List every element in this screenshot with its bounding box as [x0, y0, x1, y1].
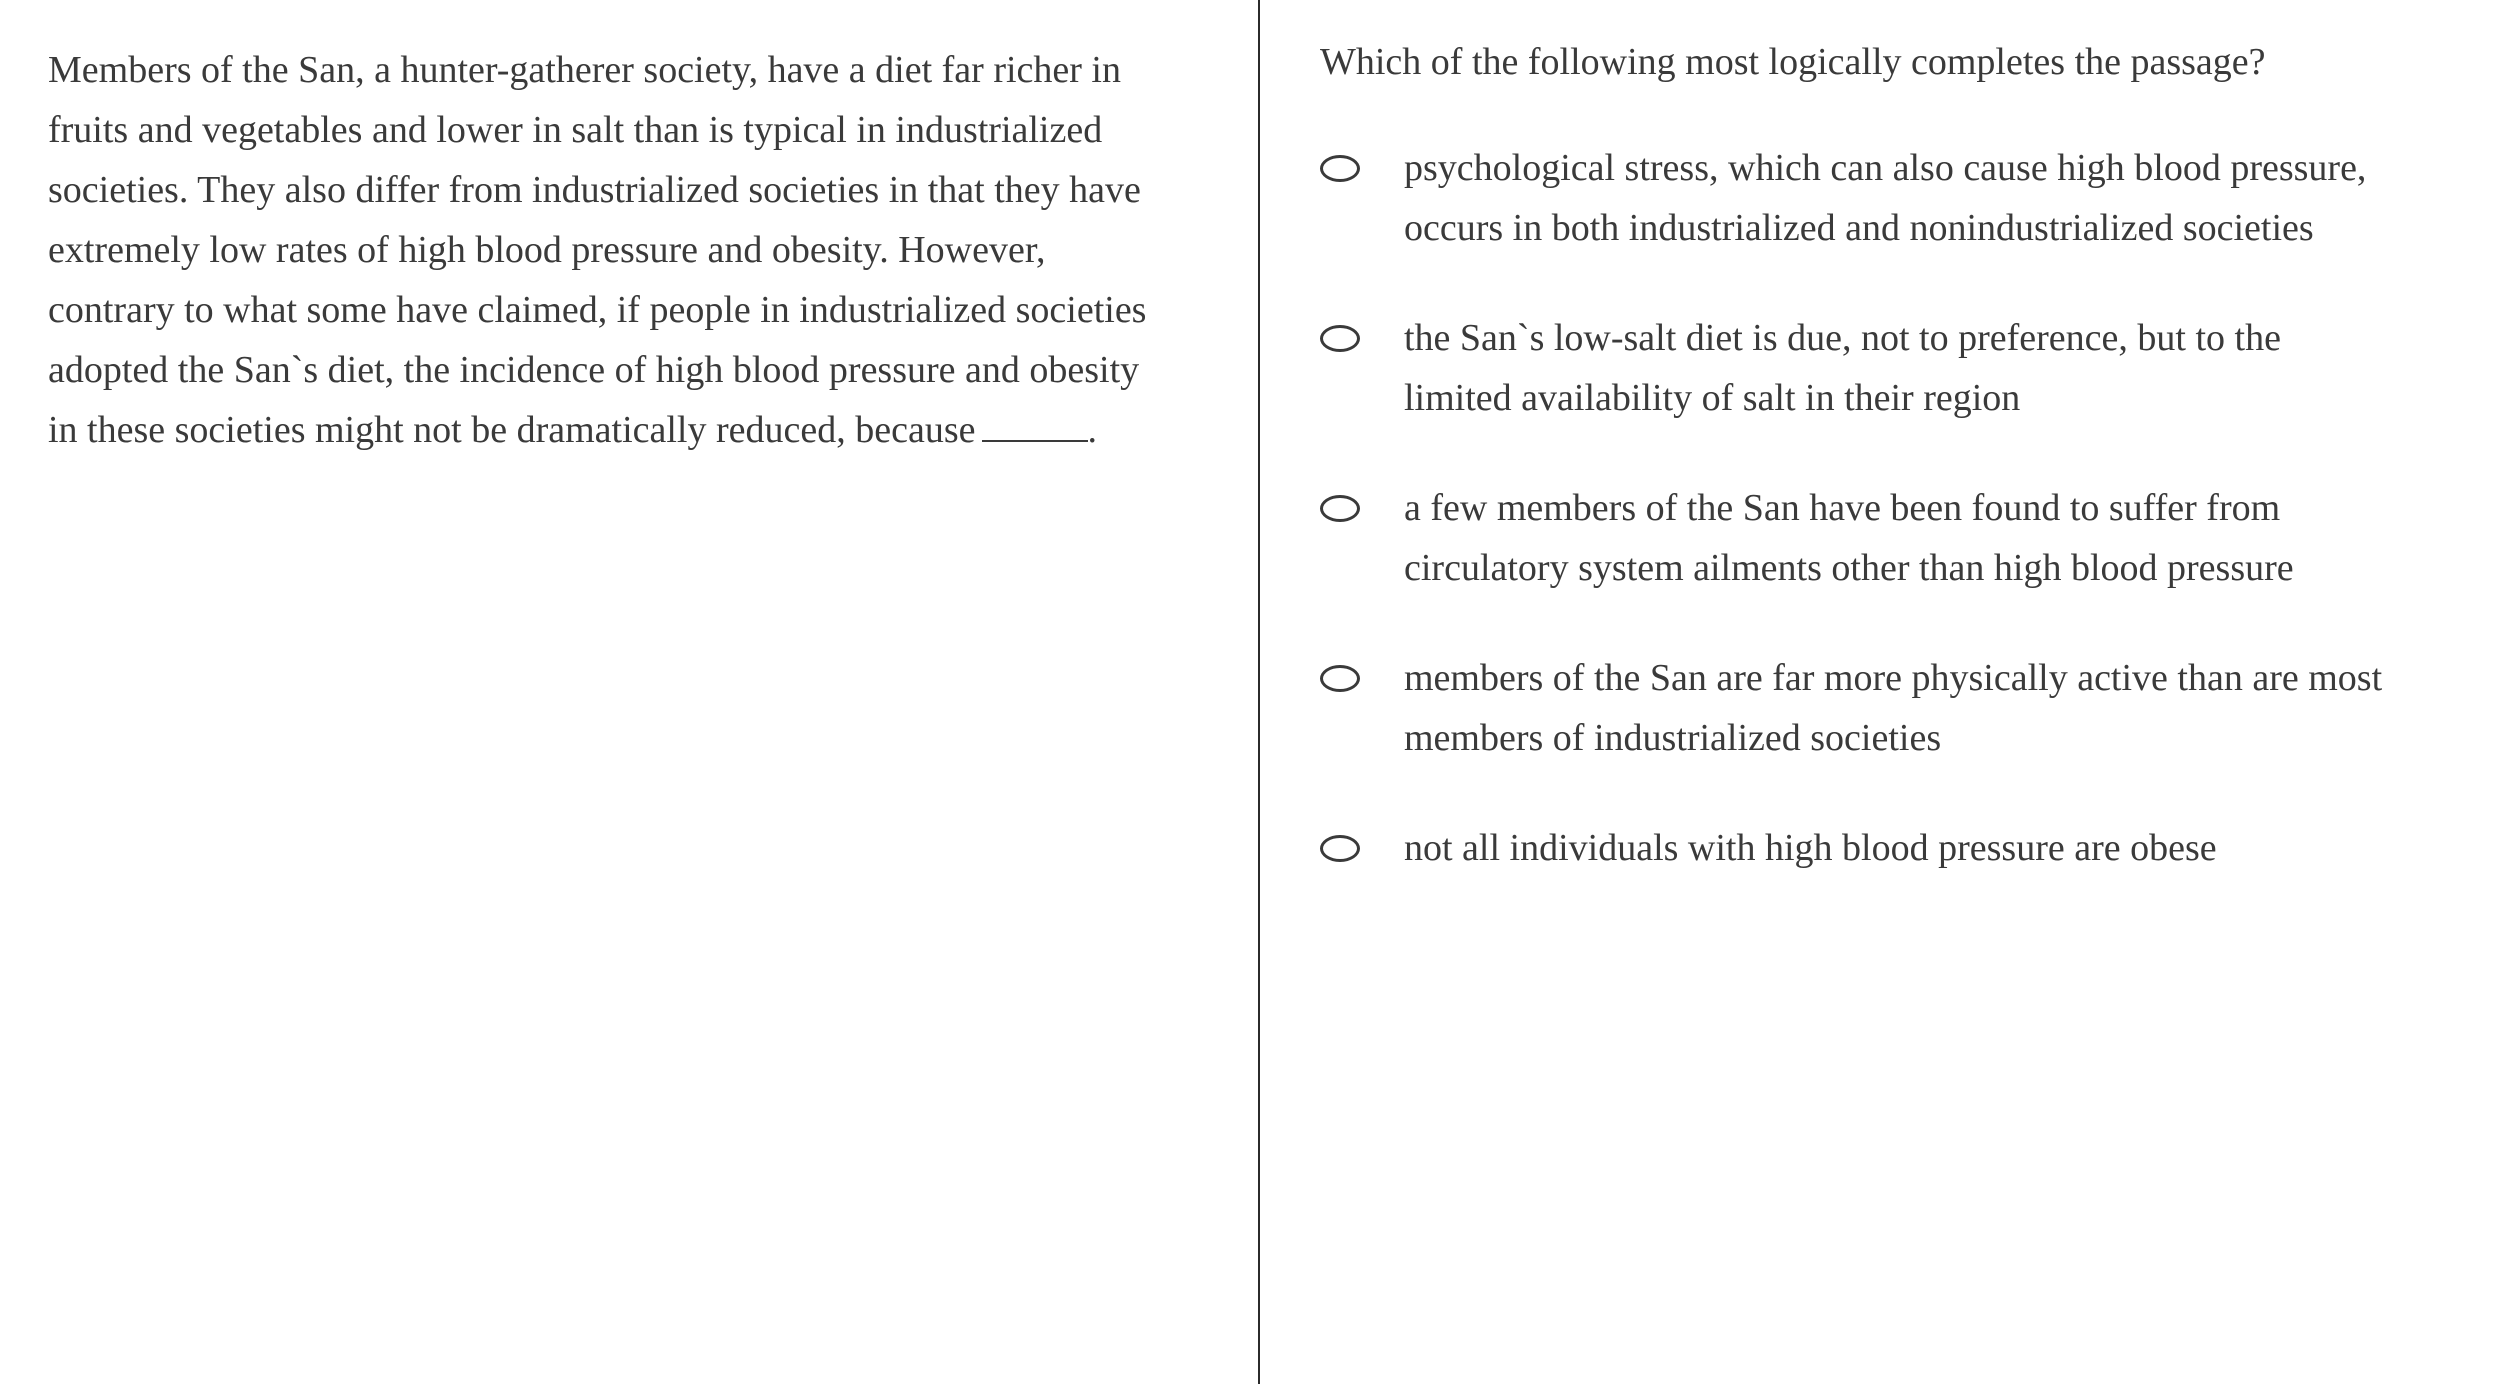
answer-choice-text[interactable]: a few members of the San have been found to suffer from circulatory system ailments other than high blood pressure — [1404, 487, 2294, 589]
radio-button-3[interactable] — [1320, 495, 1360, 522]
question-pane — [1260, 0, 2513, 1384]
answer-choice-2[interactable] — [1320, 308, 2513, 428]
answer-choice-text[interactable]: members of the San are far more physically active than are most members of industrialized societies — [1404, 657, 2383, 759]
answer-blank — [982, 410, 1088, 442]
answer-choice-5[interactable] — [1320, 818, 2513, 878]
answer-choice-1[interactable] — [1320, 138, 2513, 258]
answer-choice-text[interactable]: not all individuals with high blood pressure are obese — [1404, 827, 2217, 869]
passage-text — [48, 40, 1168, 460]
radio-button-5[interactable] — [1320, 835, 1360, 862]
passage-end-punctuation: . — [1087, 409, 1097, 451]
question-prompt: Which of the following most logically completes the passage? — [1320, 41, 2266, 83]
answer-choices — [1320, 138, 2513, 878]
radio-button-4[interactable] — [1320, 665, 1360, 692]
answer-choice-4[interactable] — [1320, 648, 2513, 768]
answer-choice-3[interactable] — [1320, 478, 2513, 598]
answer-choice-text[interactable]: psychological stress, which can also cause high blood pressure, occurs in both industrialized and nonindustrialized societies — [1404, 147, 2367, 249]
radio-button-1[interactable] — [1320, 155, 1360, 182]
radio-button-2[interactable] — [1320, 325, 1360, 352]
answer-choice-text[interactable]: the San`s low-salt diet is due, not to preference, but to the limited availability of salt in their region — [1404, 317, 2281, 419]
passage-body: Members of the San, a hunter-gatherer society, have a diet far richer in fruits and vegetables and lower in salt than is typical in industrialized societies. They also differ from industrialized societies in that they have extremely low rates of high blood pressure and obesity. However, contrary to what some have claimed, if people in industrialized societies adopted the San`s diet, the incidence of high blood pressure and obesity in these societies might not be dramatically reduced, because — [48, 49, 1147, 451]
